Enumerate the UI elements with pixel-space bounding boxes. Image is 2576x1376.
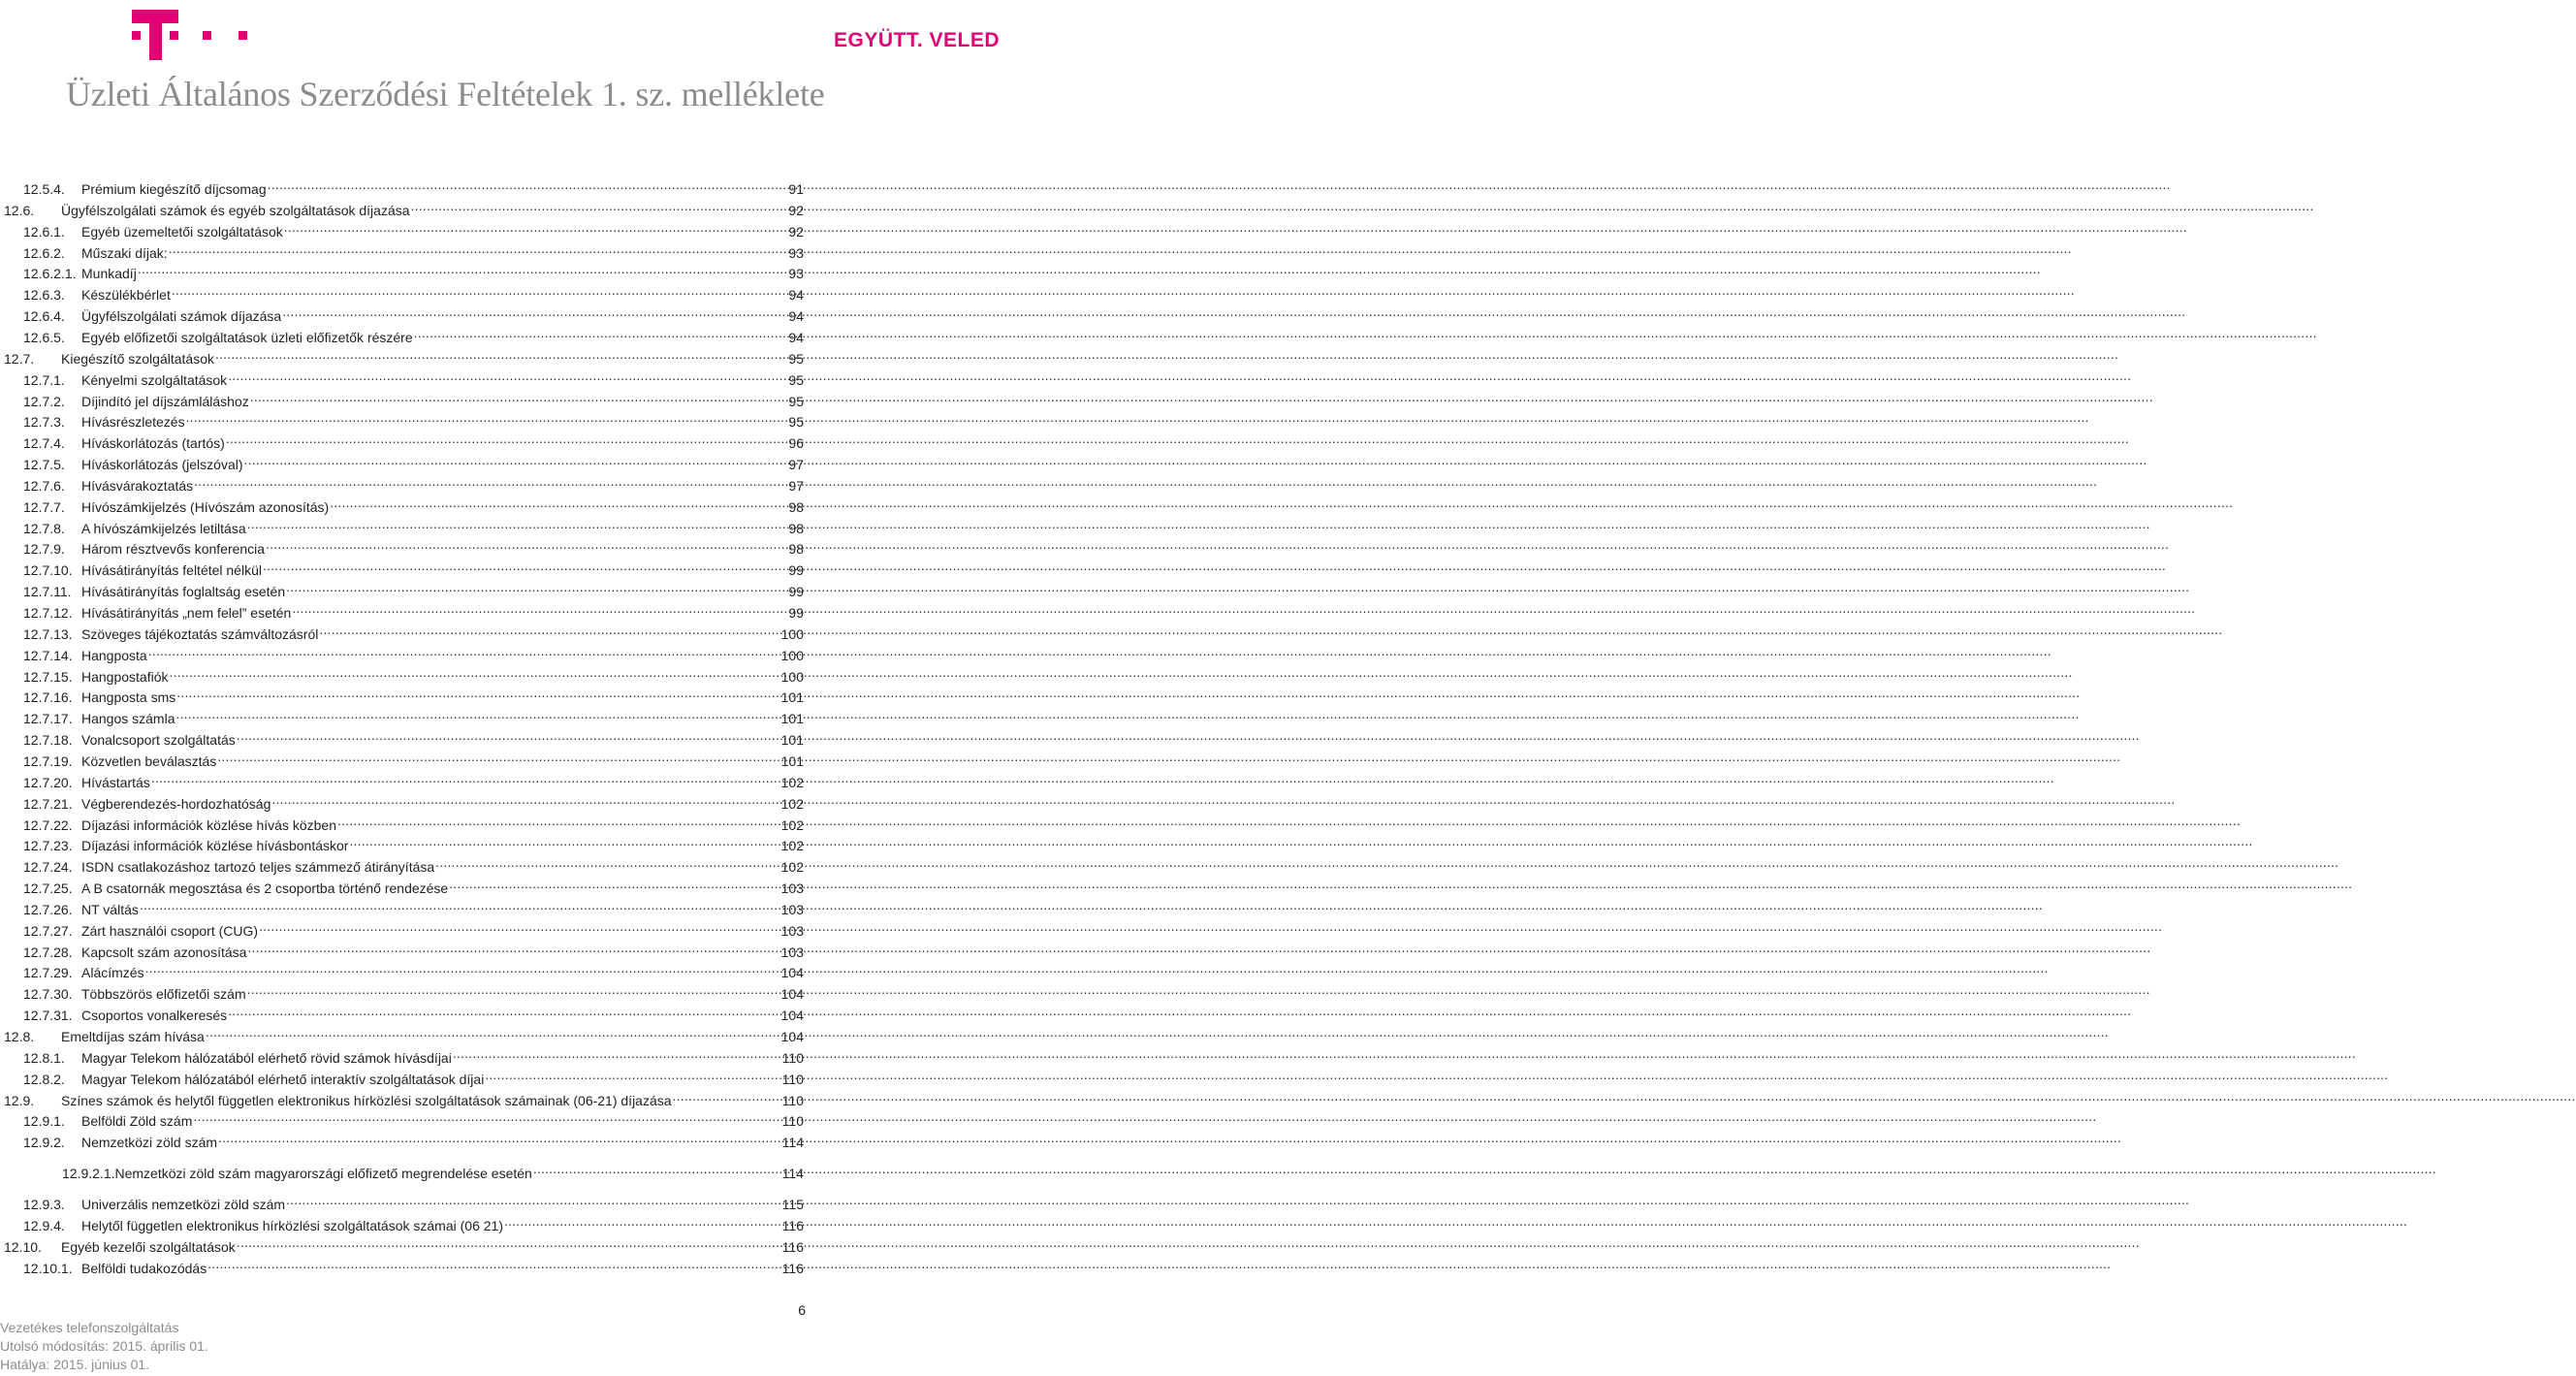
toc-entry-page: 104 <box>780 1029 804 1044</box>
toc-leader-dots <box>259 916 780 936</box>
toc-entry-label: Hívásátirányítás foglaltság esetén <box>81 584 286 600</box>
toc-entry-label: Végberendezés-hordozhatóság <box>81 795 271 812</box>
toc-entry[interactable] <box>4 196 804 218</box>
toc-entry-label: Helytől független elektronikus hírközlési szolgáltatások számai (06 21) <box>81 1217 503 1233</box>
toc-leader-dots <box>228 366 787 385</box>
toc-entry[interactable] <box>23 895 804 917</box>
toc-leader-dots <box>217 747 779 766</box>
toc-entry-label: NT váltás <box>81 901 139 917</box>
toc-entry-number: 12.9.4. <box>23 1217 65 1233</box>
toc-entry-page: 94 <box>788 287 804 304</box>
toc-leader-dots <box>247 514 788 533</box>
toc-entry[interactable] <box>23 958 804 981</box>
toc-entry-number: 12.7.13. <box>23 625 73 642</box>
toc-entry-number: 12.6.4. <box>23 308 65 325</box>
toc-entry-label: Egyéb kezelői szolgáltatások <box>61 1238 236 1255</box>
toc-entry-number: 12.7.31. <box>23 1008 73 1024</box>
footer-effective-date: Hatálya: 2015. június 01. <box>0 1357 150 1372</box>
toc-leader-dots <box>194 471 787 491</box>
toc-leader-dots <box>673 1086 781 1105</box>
toc-leader-dots <box>533 1159 781 1178</box>
toc-entry-label: Kényelmi szolgáltatások <box>81 371 228 388</box>
brand-slogan: EGYÜTT. VELED <box>834 29 1001 51</box>
toc-entry-page: 100 <box>780 625 804 642</box>
toc-entry-number: 12.7. <box>4 350 35 367</box>
toc-entry[interactable] <box>23 493 804 515</box>
toc-entry-page: 93 <box>788 266 804 282</box>
toc-entry[interactable] <box>23 598 804 621</box>
toc-entry-label: Hangposta sms <box>81 689 176 706</box>
toc-leader-dots <box>151 768 780 787</box>
toc-leader-dots <box>228 1001 779 1020</box>
toc-entry-page: 95 <box>788 371 804 388</box>
toc-entry[interactable] <box>23 534 804 558</box>
toc-entry-label: Díjazási információk közlése hívás közben <box>81 816 337 833</box>
toc-leader-dots <box>337 811 780 830</box>
toc-entry-page: 102 <box>780 859 804 876</box>
toc-entry-number: 12.6. <box>4 202 35 218</box>
toc-leader-dots <box>286 1190 781 1209</box>
toc-entry[interactable] <box>23 366 804 388</box>
toc-entry-number: 12.7.25. <box>23 880 73 897</box>
toc-entry-number: 12.8.1. <box>23 1049 65 1066</box>
toc-entry-number: 12.7.20. <box>23 774 73 790</box>
toc-entry-number: 12.6.2. <box>23 244 65 261</box>
logo-square <box>170 31 178 40</box>
toc-entry-label: Prémium kiegészítő díjcsomag <box>81 181 267 197</box>
toc-leader-dots <box>435 852 779 872</box>
toc-entry[interactable] <box>23 450 804 473</box>
toc-entry-label: Univerzális nemzetközi zöld szám <box>81 1196 286 1212</box>
toc-leader-dots <box>138 259 788 278</box>
toc-entry-label: Többszörös előfizetői szám <box>81 986 246 1003</box>
toc-entry[interactable] <box>23 1254 804 1276</box>
toc-leader-dots <box>266 534 787 554</box>
toc-leader-dots <box>292 598 787 618</box>
toc-entry[interactable] <box>23 725 804 749</box>
toc-entry[interactable] <box>23 979 804 1003</box>
toc-entry[interactable] <box>23 175 804 197</box>
toc-entry-page: 94 <box>788 308 804 325</box>
toc-entry-number: 12.7.15. <box>23 668 73 685</box>
toc-entry-page: 104 <box>780 986 804 1003</box>
toc-entry-page: 103 <box>780 880 804 897</box>
toc-entry[interactable] <box>23 556 804 579</box>
toc-entry-number: 12.5.4. <box>23 181 65 197</box>
toc-entry-label: Nemzetközi zöld szám magyarországi előfizető megrendelése esetén <box>114 1166 532 1182</box>
toc-entry-number: 12.7.12. <box>23 605 73 621</box>
toc-leader-dots <box>411 196 788 215</box>
toc-entry[interactable] <box>23 1001 804 1024</box>
toc-entry-label: Híváskorlátozás (tartós) <box>81 435 225 452</box>
toc-entry-label: Színes számok és helytől független elektronikus hírközlési szolgáltatások számainak (06-21) díjazása <box>61 1092 672 1108</box>
toc-entry[interactable] <box>23 280 804 304</box>
toc-entry-label: A hívószámkijelzés letiltása <box>81 520 246 536</box>
toc-entry-page: 97 <box>788 477 804 494</box>
toc-leader-dots <box>140 895 780 914</box>
toc-entry-number: 12.7.23. <box>23 838 73 854</box>
toc-entry-number: 12.9.2.1. <box>62 1166 115 1182</box>
toc-entry[interactable] <box>23 831 804 854</box>
toc-entry-label: Belföldi tudakozódás <box>81 1260 207 1276</box>
toc-entry-number: 12.7.30. <box>23 986 73 1003</box>
toc-entry-label: Hangpostafiók <box>81 668 169 685</box>
toc-entry-number: 12.9. <box>4 1092 35 1108</box>
toc-entry-page: 103 <box>780 922 804 939</box>
page-number: 6 <box>798 1302 806 1318</box>
toc-entry-number: 12.8.2. <box>23 1071 65 1087</box>
toc-leader-dots <box>453 1043 781 1063</box>
toc-entry-number: 12.7.1. <box>23 371 65 388</box>
toc-entry-page: 92 <box>788 202 804 218</box>
footer-last-modified: Utolsó módosítás: 2015. április 01. <box>0 1338 208 1354</box>
toc-leader-dots <box>268 175 788 194</box>
toc-entry-page: 101 <box>780 689 804 706</box>
toc-entry-number: 12.9.2. <box>23 1135 65 1151</box>
toc-entry-page: 101 <box>780 752 804 769</box>
toc-entry-page: 110 <box>781 1113 804 1130</box>
toc-entry-label: Műszaki díjak: <box>81 244 168 261</box>
toc-leader-dots <box>176 683 779 702</box>
toc-entry-number: 12.7.24. <box>23 859 73 876</box>
toc-entry-page: 100 <box>780 647 804 663</box>
toc-entry-number: 12.7.16. <box>23 689 73 706</box>
toc-leader-dots <box>284 217 788 237</box>
toc-entry-page: 96 <box>788 435 804 452</box>
toc-entry-page: 93 <box>788 244 804 261</box>
toc-entry[interactable] <box>23 471 804 494</box>
toc-entry-number: 12.8. <box>4 1029 35 1044</box>
toc-entry-label: Hívásátirányítás feltétel nélkül <box>81 562 262 579</box>
toc-leader-dots <box>169 239 788 258</box>
toc-entry-page: 116 <box>781 1238 804 1255</box>
toc-leader-dots <box>206 1022 780 1041</box>
toc-entry-page: 102 <box>780 838 804 854</box>
toc-entry-label: Munkadíj <box>81 266 137 282</box>
toc-entry-page: 115 <box>781 1196 804 1212</box>
toc-entry[interactable] <box>4 344 804 367</box>
toc-entry-page: 101 <box>780 711 804 727</box>
toc-entry-label: Emeltdíjas szám hívása <box>61 1029 205 1044</box>
toc-entry-page: 116 <box>781 1217 804 1233</box>
toc-entry-number: 12.6.5. <box>23 329 65 345</box>
toc-entry[interactable] <box>23 747 804 769</box>
toc-entry[interactable] <box>23 683 804 706</box>
toc-entry-label: Magyar Telekom hálózatából elérhető interaktív szolgáltatások díjai <box>81 1071 485 1087</box>
toc-entry-number: 12.7.7. <box>23 498 65 515</box>
toc-entry-label: Hívástartás <box>81 774 150 790</box>
toc-entry-number: 12.7.28. <box>23 944 73 960</box>
toc-leader-dots <box>193 1106 780 1126</box>
toc-entry-page: 100 <box>780 668 804 685</box>
toc-entry-page: 104 <box>780 965 804 981</box>
toc-entry[interactable] <box>23 259 804 282</box>
toc-leader-dots <box>226 429 788 448</box>
toc-entry-number: 12.7.2. <box>23 393 65 409</box>
toc-entry-label: Zárt használói csoport (CUG) <box>81 922 259 939</box>
toc-leader-dots <box>186 407 788 427</box>
toc-entry-number: 12.9.3. <box>23 1196 65 1212</box>
toc-entry-label: Csoportos vonalkeresés <box>81 1008 228 1024</box>
toc-entry-number: 12.7.6. <box>23 477 65 494</box>
telekom-logo <box>0 0 252 68</box>
toc-entry[interactable] <box>23 387 804 409</box>
toc-entry-label: Ügyfélszolgálati számok díjazása <box>81 308 282 325</box>
toc-entry-number: 12.10.1. <box>23 1260 73 1276</box>
toc-entry-label: Díjindító jel díjszámláláshoz <box>81 393 249 409</box>
toc-entry-number: 12.7.26. <box>23 901 73 917</box>
toc-leader-dots <box>207 1254 780 1273</box>
toc-entry-number: 12.7.4. <box>23 435 65 452</box>
toc-entry-page: 98 <box>788 541 804 558</box>
toc-entry[interactable] <box>4 1232 804 1255</box>
toc-leader-dots <box>237 1232 781 1252</box>
toc-entry-label: A B csatornák megosztása és 2 csoportba történő rendezése <box>81 880 449 897</box>
toc-entry-number: 12.6.3. <box>23 287 65 304</box>
toc-entry-number: 12.7.10. <box>23 562 73 579</box>
toc-entry-page: 95 <box>788 393 804 409</box>
toc-leader-dots <box>176 704 780 723</box>
toc-entry-label: Egyéb előfizetői szolgáltatások üzleti előfizetők részére <box>81 329 413 345</box>
toc-entry[interactable] <box>23 514 804 536</box>
toc-entry-label: Nemzetközi zöld szám <box>81 1135 218 1151</box>
toc-leader-dots <box>263 556 787 575</box>
toc-leader-dots <box>449 874 779 893</box>
toc-entry-number: 12.7.11. <box>23 584 72 600</box>
toc-entry-label: ISDN csatlakozáshoz tartozó teljes számmező átirányítása <box>81 859 435 876</box>
toc-entry-number: 12.7.8. <box>23 520 65 536</box>
toc-entry-label: Hívásátirányítás „nem felel” esetén <box>81 605 292 621</box>
toc-entry-number: 12.7.29. <box>23 965 73 981</box>
toc-entry-page: 102 <box>780 774 804 790</box>
toc-entry-number: 12.7.5. <box>23 457 65 473</box>
toc-entry-label: Hívásvárakoztatás <box>81 477 194 494</box>
logo-square <box>239 31 247 40</box>
toc-entry-page: 99 <box>788 584 804 600</box>
toc-entry-label: Kapcsolt szám azonosítása <box>81 944 247 960</box>
toc-leader-dots <box>170 662 780 682</box>
toc-entry-number: 12.7.21. <box>23 795 73 812</box>
toc-entry-page: 92 <box>788 223 804 240</box>
toc-leader-dots <box>330 493 787 512</box>
toc-entry-number: 12.7.22. <box>23 816 73 833</box>
toc-leader-dots <box>237 725 780 745</box>
toc-entry-number: 12.7.9. <box>23 541 65 558</box>
toc-entry-number: 12.7.19. <box>23 752 73 769</box>
footer-service: Vezetékes telefonszolgáltatás <box>0 1320 179 1335</box>
toc-entry[interactable] <box>23 938 804 960</box>
toc-entry-page: 103 <box>780 901 804 917</box>
toc-entry-page: 116 <box>781 1260 804 1276</box>
toc-entry[interactable] <box>4 1022 804 1044</box>
toc-entry-page: 94 <box>788 329 804 345</box>
toc-entry-page: 97 <box>788 457 804 473</box>
toc-leader-dots <box>414 323 788 342</box>
toc-entry-page: 104 <box>780 1008 804 1024</box>
toc-entry[interactable] <box>23 1065 804 1087</box>
toc-entry[interactable] <box>23 620 804 642</box>
toc-entry-label: Hívószámkijelzés (Hívószám azonosítás) <box>81 498 330 515</box>
toc-leader-dots <box>145 958 780 977</box>
toc-entry-page: 101 <box>780 732 804 749</box>
toc-entry[interactable] <box>23 768 804 790</box>
toc-leader-dots <box>271 789 779 809</box>
toc-entry-label: Ügyfélszolgálati számok és egyéb szolgáltatások díjazása <box>61 202 410 218</box>
toc-leader-dots <box>148 641 780 660</box>
toc-entry-page: 98 <box>788 498 804 515</box>
toc-entry-page: 95 <box>788 350 804 367</box>
toc-leader-dots <box>349 831 779 850</box>
toc-entry-label: Díjazási információk közlése hívásbontáskor <box>81 838 349 854</box>
toc-entry[interactable] <box>23 916 804 939</box>
toc-leader-dots <box>319 620 779 639</box>
toc-leader-dots <box>247 938 779 957</box>
toc-entry-number: 12.9.1. <box>23 1113 65 1130</box>
toc-entry-page: 102 <box>780 795 804 812</box>
toc-entry[interactable] <box>23 811 804 833</box>
toc-entry[interactable] <box>23 874 804 897</box>
toc-entry-number: 12.6.2.1. <box>23 266 77 282</box>
toc-entry[interactable] <box>23 1190 804 1212</box>
toc-entry[interactable] <box>23 641 804 663</box>
toc-entry-label: Szöveges tájékoztatás számváltozásról <box>81 625 319 642</box>
toc-entry[interactable] <box>23 1106 804 1130</box>
toc-entry-label: Készülékbérlet <box>81 287 171 304</box>
toc-leader-dots <box>215 344 787 364</box>
toc-entry-label: Vonalcsoport szolgáltatás <box>81 732 236 749</box>
toc-leader-dots <box>247 979 780 999</box>
toc-entry-page: 110 <box>781 1071 804 1087</box>
toc-entry-page: 95 <box>788 414 804 431</box>
toc-leader-dots <box>172 280 788 300</box>
toc-entry-page: 91 <box>788 181 804 197</box>
toc-entry-label: Belföldi Zöld szám <box>81 1113 193 1130</box>
toc-entry-page: 99 <box>788 605 804 621</box>
logo-t-stem <box>149 10 162 60</box>
toc-entry-label: Hangposta <box>81 647 147 663</box>
toc-leader-dots <box>218 1128 781 1147</box>
toc-entry[interactable] <box>23 1043 804 1066</box>
toc-entry[interactable] <box>23 323 804 345</box>
toc-leader-dots <box>504 1211 781 1231</box>
toc-entry[interactable] <box>23 577 804 600</box>
logo-square <box>203 31 211 40</box>
toc-entry[interactable] <box>23 302 804 325</box>
toc-entry-page: 99 <box>788 562 804 579</box>
toc-entry[interactable] <box>23 1128 804 1151</box>
toc-leader-dots <box>485 1065 780 1084</box>
toc-entry-number: 12.7.18. <box>23 732 73 749</box>
document-title: Üzleti Általános Szerződési Feltételek 1. sz. melléklete <box>66 75 825 113</box>
toc-entry-page: 98 <box>788 520 804 536</box>
toc-entry-label: Magyar Telekom hálózatából elérhető rövid számok hívásdíjai <box>81 1049 452 1066</box>
toc-leader-dots <box>282 302 787 321</box>
toc-entry-label: Kiegészítő szolgáltatások <box>61 350 214 367</box>
toc-entry-label: Hívásrészletezés <box>81 414 185 431</box>
toc-leader-dots <box>244 450 788 469</box>
toc-entry[interactable] <box>23 429 804 452</box>
toc-entry-number: 12.7.3. <box>23 414 65 431</box>
toc-entry[interactable] <box>23 789 804 812</box>
toc-entry-page: 110 <box>781 1049 804 1066</box>
toc-entry[interactable] <box>23 407 804 431</box>
toc-entry[interactable] <box>23 852 804 876</box>
logo-square <box>132 31 141 40</box>
toc-entry-page: 103 <box>780 944 804 960</box>
toc-entry-label: Híváskorlátozás (jelszóval) <box>81 457 243 473</box>
toc-leader-dots <box>250 387 788 406</box>
toc-entry[interactable] <box>62 1159 804 1182</box>
toc-entry[interactable] <box>23 662 804 685</box>
toc-entry-number: 12.10. <box>4 1238 42 1255</box>
toc-entry-label: Alácímzés <box>81 965 144 981</box>
toc-entry[interactable] <box>23 217 804 240</box>
toc-entry-page: 114 <box>781 1166 804 1182</box>
toc-entry[interactable] <box>23 704 804 727</box>
toc-entry-page: 114 <box>781 1135 804 1151</box>
toc-entry[interactable] <box>23 1211 804 1231</box>
toc-entry-number: 12.7.17. <box>23 711 73 727</box>
toc-entry-page: 102 <box>780 816 804 833</box>
toc-entry-page: 110 <box>781 1092 804 1108</box>
toc-entry-label: Egyéb üzemeltetői szolgáltatások <box>81 223 283 240</box>
toc-entry[interactable] <box>4 1086 804 1108</box>
toc-entry-label: Közvetlen beválasztás <box>81 752 217 769</box>
toc-entry-label: Három résztvevős konferencia <box>81 541 266 558</box>
toc-entry-number: 12.6.1. <box>23 223 65 240</box>
toc-entry-number: 12.7.14. <box>23 647 73 663</box>
toc-leader-dots <box>286 577 787 596</box>
footer <box>0 1319 208 1374</box>
toc-entry[interactable] <box>23 239 804 261</box>
toc-entry-number: 12.7.27. <box>23 922 73 939</box>
toc-entry-label: Hangos számla <box>81 711 175 727</box>
